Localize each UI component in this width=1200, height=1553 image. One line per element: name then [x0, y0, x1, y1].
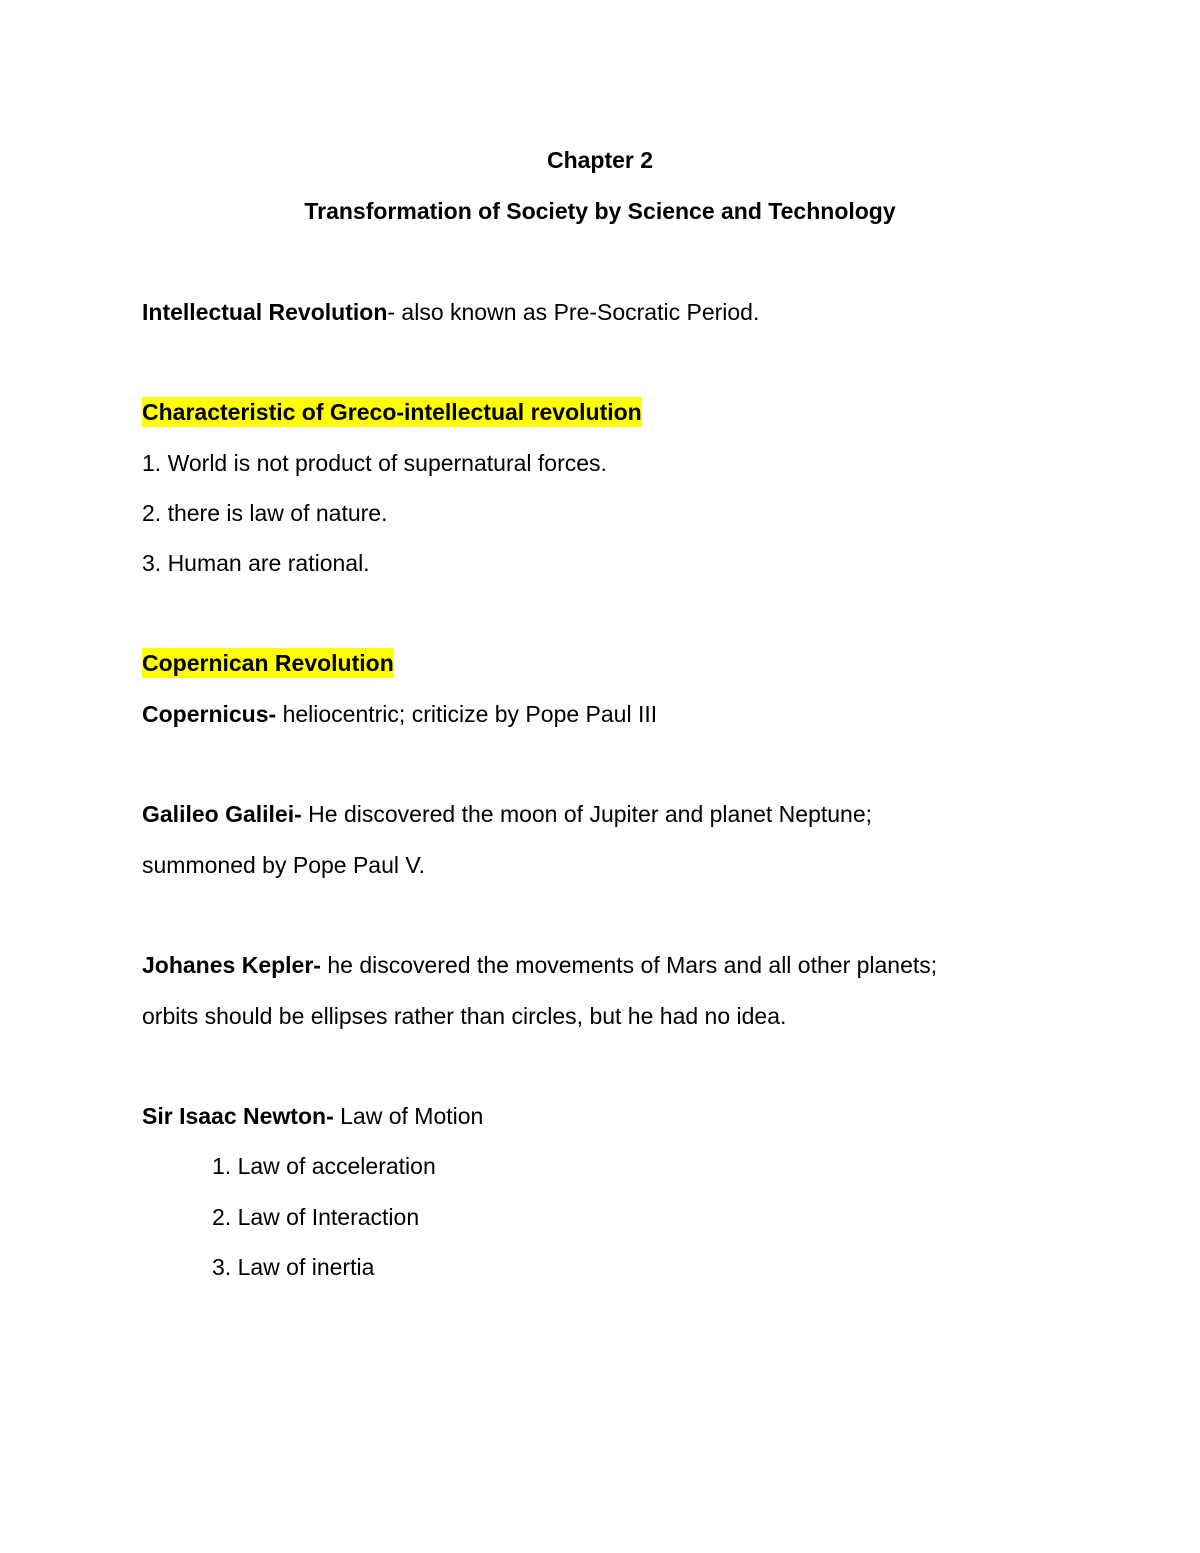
newton-term: Sir Isaac Newton- [142, 1103, 334, 1129]
galileo-text: He discovered the moon of Jupiter and planet Neptune; [301, 801, 873, 827]
greco-item-3: 3. Human are rational. [142, 550, 370, 576]
intellectual-revolution-term: Intellectual Revolution [142, 299, 388, 325]
document-title: Transformation of Society by Science and Technology [304, 198, 896, 224]
copernicus-text: heliocentric; criticize by Pope Paul III [276, 701, 658, 727]
intellectual-revolution-definition: - also known as Pre-Socratic Period. [387, 299, 760, 325]
kepler-paragraph [142, 950, 937, 980]
newton-law-2: 2. Law of Interaction [212, 1204, 420, 1230]
kepler-term: Johanes Kepler- [142, 952, 321, 978]
copernicus-term: Copernicus- [142, 701, 277, 727]
intellectual-revolution-paragraph [142, 297, 759, 327]
greco-item-1: 1. World is not product of supernatural forces. [142, 450, 607, 476]
newton-text: Law of Motion [333, 1103, 484, 1129]
newton-paragraph [142, 1101, 483, 1131]
kepler-continuation: orbits should be ellipses rather than circles, but he had no idea. [142, 1003, 787, 1029]
kepler-text: he discovered the movements of Mars and all other planets; [320, 952, 938, 978]
greco-heading: Characteristic of Greco-intellectual revolution [142, 399, 642, 425]
greco-item-2: 2. there is law of nature. [142, 500, 388, 526]
galileo-paragraph [142, 799, 872, 829]
galileo-term: Galileo Galilei- [142, 801, 302, 827]
galileo-continuation: summoned by Pope Paul V. [142, 852, 425, 878]
newton-law-1: 1. Law of acceleration [212, 1153, 436, 1179]
copernicus-paragraph [142, 699, 657, 729]
chapter-heading: Chapter 2 [546, 147, 654, 173]
newton-law-3: 3. Law of inertia [212, 1254, 375, 1280]
copernican-heading-line [142, 648, 394, 678]
copernican-heading: Copernican Revolution [142, 650, 394, 676]
greco-heading-line [142, 397, 642, 427]
